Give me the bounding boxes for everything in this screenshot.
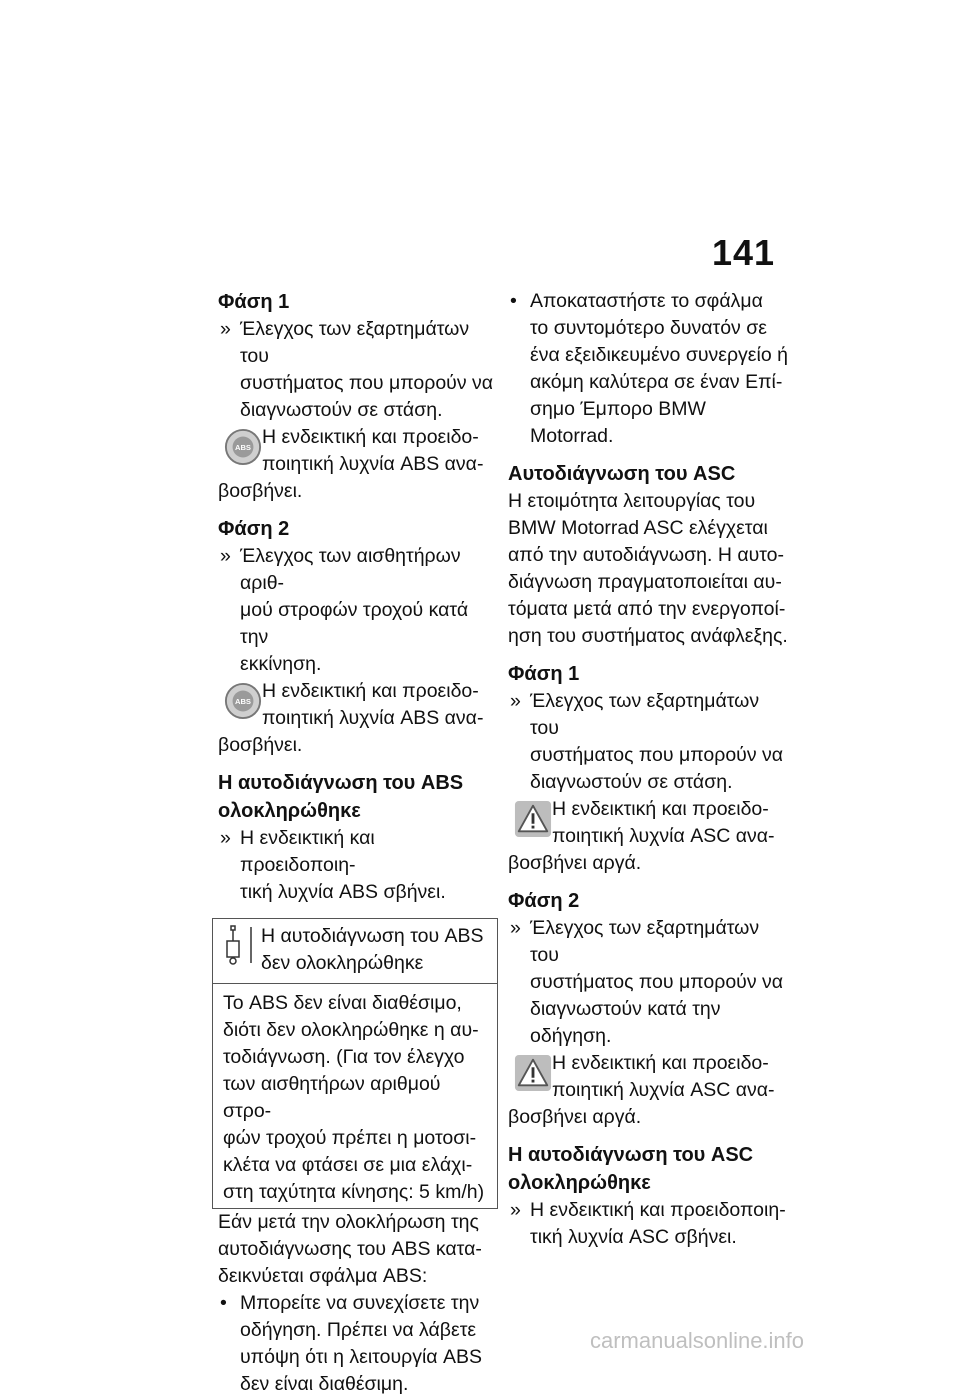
text-line: δεικνύεται σφάλμα ABS: xyxy=(218,1265,428,1287)
text-line: συστήματος που μπορούν να xyxy=(530,971,784,993)
text-line: τική λυχνία ASC σβήνει. xyxy=(530,1226,737,1248)
text-line: BMW Motorrad ASC ελέγχεται xyxy=(508,517,768,539)
text-line: Η ενδεικτική και προειδο- xyxy=(262,426,479,448)
text-line: το συντομότερο δυνατόν σε xyxy=(530,317,767,339)
heading-line: ολοκληρώθηκε xyxy=(508,1172,651,1194)
text-line: στη ταχύτητα κίνησης: 5 km/h) xyxy=(223,1181,485,1203)
text-line: βοσβήνει. xyxy=(218,480,303,502)
text-line: ένα εξειδικευμένο συνεργείο ή xyxy=(530,344,788,366)
note-header xyxy=(213,919,497,984)
text-line: διαγνωστούν σε στάση. xyxy=(240,399,443,421)
text-line: διαγνωστούν κατά την οδήγηση. xyxy=(530,998,721,1047)
asc-phase2-result xyxy=(508,1050,788,1131)
text-line: Μπορείτε να συνεχίσετε την xyxy=(240,1292,480,1314)
right-column xyxy=(508,288,788,1251)
text-line: τόματα μετά από την ενεργοποί- xyxy=(508,598,786,620)
asc-done-heading xyxy=(508,1141,788,1197)
abs-phase2-heading: Φάση 2 xyxy=(218,518,290,540)
text-line: τική λυχνία ABS σβήνει. xyxy=(240,881,446,903)
bullet-marker: • xyxy=(510,290,517,312)
text-line: υπόψη ότι η λειτουργία ABS xyxy=(240,1346,483,1368)
step-marker: » xyxy=(510,917,521,939)
text-line: αυτοδιάγνωσης του ABS κατα- xyxy=(218,1238,482,1260)
bullet-marker: • xyxy=(220,1292,227,1314)
text-line: συστήματος που μπορούν να xyxy=(240,372,494,394)
text-line: ποιητική λυχνία ASC ανα- xyxy=(552,825,775,847)
text-line: Έλεγχος των αισθητήρων αριθ- xyxy=(240,545,461,594)
watermark: carmanualsonline.info xyxy=(590,1328,805,1353)
abs-phase1-heading: Φάση 1 xyxy=(218,291,290,313)
text-line: Αποκαταστήστε το σφάλμα xyxy=(530,290,763,312)
general-warning-light-icon xyxy=(514,800,552,838)
bullet-continue-riding xyxy=(218,1290,494,1398)
asc-phase2-step xyxy=(508,915,788,1050)
abs-warning-light-icon xyxy=(224,428,262,466)
text-line: Η ετοιμότητα λειτουργίας του xyxy=(508,490,756,512)
text-line: βοσβήνει αργά. xyxy=(508,1106,642,1128)
text-line: εκκίνηση. xyxy=(240,653,322,675)
abs-phase2-result xyxy=(218,678,494,759)
text-line: ποιητική λυχνία ABS ανα- xyxy=(262,453,484,475)
text-line: βοσβήνει αργά. xyxy=(508,852,642,874)
abs-phase2-step xyxy=(218,543,494,678)
text-line: Το ABS δεν είναι διαθέσιμο, xyxy=(223,992,462,1014)
text-line: ποιητική λυχνία ASC ανα- xyxy=(552,1079,775,1101)
step-marker: » xyxy=(220,318,231,340)
abs-error-intro xyxy=(218,1209,494,1290)
note-title xyxy=(261,923,484,977)
step-marker: » xyxy=(220,545,231,567)
text-line: Έλεγχος των εξαρτημάτων του xyxy=(530,690,760,739)
step-marker: » xyxy=(510,1199,521,1221)
abs-phase1-result xyxy=(218,424,494,505)
text-line: διάγνωση πραγματοποιείται αυ- xyxy=(508,571,782,593)
abs-done-heading xyxy=(218,769,494,825)
step-marker: » xyxy=(510,690,521,712)
note-body xyxy=(213,984,497,1208)
text-line: Η αυτοδιάγνωση του ABS xyxy=(261,925,484,947)
text-line: Έλεγχος των εξαρτημάτων του xyxy=(240,318,470,367)
text-line: των αισθητήρων αριθμού στρο- xyxy=(223,1073,441,1122)
abs-warning-light-icon xyxy=(224,682,262,720)
asc-phase1-heading: Φάση 1 xyxy=(508,663,580,685)
text-line: διαγνωστούν σε στάση. xyxy=(530,771,733,793)
text-line: Έλεγχος των εξαρτημάτων του xyxy=(530,917,760,966)
text-line: συστήματος που μπορούν να xyxy=(530,744,784,766)
text-line: Η ενδεικτική και προειδο- xyxy=(262,680,479,702)
text-line: από την αυτοδιάγνωση. Η αυτο- xyxy=(508,544,785,566)
text-line: Η ενδεικτική και προειδο- xyxy=(552,798,769,820)
left-column xyxy=(218,288,494,1398)
text-line: δεν είναι διαθέσιμη. xyxy=(240,1373,409,1395)
abs-incomplete-note xyxy=(212,918,498,1209)
text-line: οδήγηση. Πρέπει να λάβετε xyxy=(240,1319,477,1341)
text-line: δεν ολοκληρώθηκε xyxy=(261,952,424,974)
text-line: ηση του συστήματος ανάφλεξης. xyxy=(508,625,788,647)
text-line: Η ενδεικτική και προειδοποιη- xyxy=(530,1199,786,1221)
info-note-icon xyxy=(219,923,257,967)
text-line: βοσβήνει. xyxy=(218,734,303,756)
abs-done-text xyxy=(218,825,494,906)
asc-phase2-heading: Φάση 2 xyxy=(508,890,580,912)
asc-phase1-result xyxy=(508,796,788,877)
svg-text:ABS: ABS xyxy=(234,696,252,706)
heading-line: Η αυτοδιάγνωση του ABS xyxy=(218,772,464,794)
heading-line: ολοκληρώθηκε xyxy=(218,800,361,822)
asc-done-text xyxy=(508,1197,788,1251)
text-line: ποιητική λυχνία ABS ανα- xyxy=(262,707,484,729)
text-line: Η ενδεικτική και προειδοποιη- xyxy=(240,827,375,876)
text-line: φών τροχού πρέπει η μοτοσι- xyxy=(223,1127,477,1149)
text-line: Εάν μετά την ολοκλήρωση της xyxy=(218,1211,479,1233)
text-line: μού στροφών τροχού κατά την xyxy=(240,599,469,648)
text-line: διότι δεν ολοκληρώθηκε η αυ- xyxy=(223,1019,479,1041)
step-marker: » xyxy=(220,827,231,849)
asc-phase1-step xyxy=(508,688,788,796)
abs-phase1-step xyxy=(218,316,494,424)
general-warning-light-icon xyxy=(514,1054,552,1092)
asc-intro xyxy=(508,488,788,650)
text-line: τοδιάγνωση. (Για τον έλεγχο xyxy=(223,1046,465,1068)
asc-heading: Αυτοδιάγνωση του ASC xyxy=(508,463,736,485)
heading-line: Η αυτοδιάγνωση του ASC xyxy=(508,1144,754,1166)
text-line: σημο Έμπορο BMW Motorrad. xyxy=(530,398,706,447)
bullet-fix-fault xyxy=(508,288,788,450)
text-line: Η ενδεικτική και προειδο- xyxy=(552,1052,769,1074)
text-line: κλέτα να φτάσει σε μια ελάχι- xyxy=(223,1154,473,1176)
svg-text:ABS: ABS xyxy=(234,442,252,452)
text-line: ακόμη καλύτερα σε έναν Επί- xyxy=(530,371,783,393)
page-number: 141 xyxy=(712,232,776,273)
